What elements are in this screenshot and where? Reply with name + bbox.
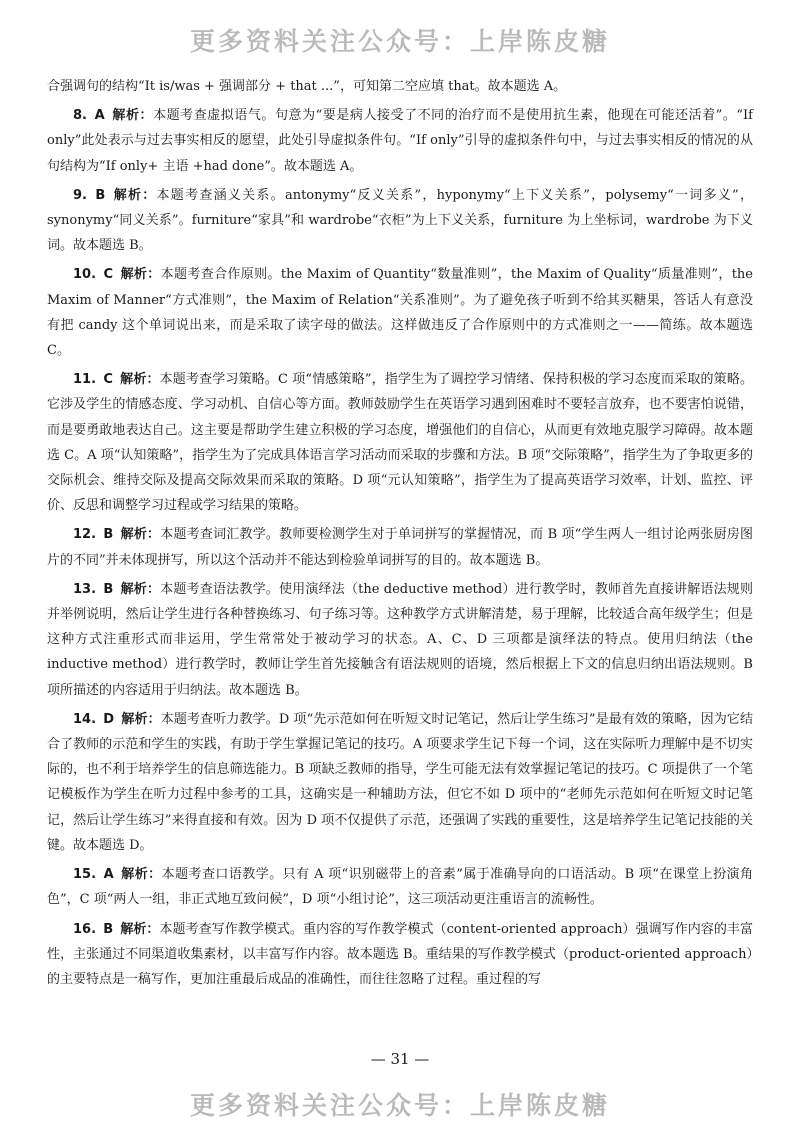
page-number: — 31 —: [370, 1050, 430, 1068]
explanation-item: [47, 103, 753, 179]
question-number: 14.: [73, 711, 97, 727]
question-number: 16.: [73, 921, 97, 937]
answer-letter: B: [103, 581, 114, 597]
answer-letter: B: [103, 921, 114, 937]
explanation-item: [47, 522, 753, 572]
question-number: 11.: [73, 372, 97, 388]
analysis-label: 解析：: [120, 527, 161, 543]
explanation-text: 本题考查口语教学。只有 A 项“识别磁带上的音素”属于准确导向的口语活动。B 项“在课堂上扮演角色”，C 项“两人一组，非正式地互致问候”，D 项“小组讨论”，这三项活动更注重语言的流畅性。: [47, 867, 753, 908]
analysis-label: 解析：: [120, 921, 160, 937]
answer-explanations: [47, 74, 753, 996]
analysis-label: 解析：: [120, 372, 160, 388]
explanation-item: [47, 862, 753, 912]
question-number: 15.: [73, 867, 97, 883]
answer-letter: A: [103, 867, 114, 883]
answer-letter: D: [103, 711, 115, 727]
explanation-item: [47, 707, 753, 858]
explanation-text: 本题考查听力教学。D 项“先示范如何在听短文时记笔记，然后让学生练习”是最有效的策略，因为它结合了教师的示范和学生的实践，有助于学生掌握记笔记的技巧。A 项要求学生记下每一个词，这在实际听力理解中是不切实际的，也不利于培养学生的信息筛选能力。B 项缺乏教师的指导，学生可能无法有效掌握记笔记的技巧。C 项提供了一个笔记模板作为学生在听力过程中参考的工具，这确实是一种辅助方法，但它不如 D 项中的“老师先示范如何在听短文时记笔记，然后让学生练习”来得直接和有效。因为 D 项不仅提供了示范，还强调了实践的重要性，这是培养学生记笔记技能的关键。故本题选 D。: [47, 711, 753, 853]
explanation-item: [47, 183, 753, 259]
explanation-text: 本题考查写作教学模式。重内容的写作教学模式（content-oriented approach）强调写作内容的丰富性，主张通过不同渠道收集素材，以丰富写作内容。故本题选 B。重结果的写作教学模式（product-oriented approach）的主要特点是一稿写作，更加注重最后成品的准确性，而往往忽略了过程。重过程的写: [47, 921, 753, 987]
explanation-text: 本题考查合作原则。the Maxim of Quantity“数量准则”，the Maxim of Quality“质量准则”，the Maxim of Manner“方式准则”，the Maxim of Relation“关系准则”。为了避免孩子听到不给其买糖果，答话人有意没有把 candy 这个单词说出来，而是采取了读字母的做法。这样做违反了合作原则中的方式准则之一——简练。故本题选 C。: [47, 267, 753, 359]
explanation-text: 本题考查涵义关系。antonymy“反义关系”，hyponymy“上下义关系”，polysemy“一词多义”，synonymy“同义关系”。furniture“家具”和 wardrobe“衣柜”为上下义关系，furniture 为上坐标词，wardrobe 为下义词。故本题选 B。: [47, 187, 753, 254]
explanation-item: [47, 262, 753, 363]
intro-paragraph: 合强调句的结构“It is/was + 强调部分 + that ...”，可知第二空应填 that。故本题选 A。: [47, 79, 567, 94]
analysis-label: 解析：: [120, 267, 161, 283]
question-number: 9.: [73, 187, 87, 203]
answer-letter: B: [103, 527, 114, 543]
analysis-label: 解析：: [121, 711, 161, 727]
watermark-top: 更多资料关注公众号：上岸陈皮糖: [189, 27, 610, 56]
analysis-label: 解析：: [120, 581, 161, 597]
question-number: 10.: [73, 267, 97, 283]
analysis-label: 解析：: [112, 108, 154, 124]
answer-letter: A: [94, 108, 105, 124]
answer-letter: B: [95, 187, 106, 203]
explanation-text: 本题考查词汇教学。教师要检测学生对于单词拼写的掌握情况，而 B 项“学生两人一组讨论两张厨房图片的不同”并未体现拼写，所以这个活动并不能达到检验单词拼写的目的。故本题选 B。: [47, 527, 753, 568]
analysis-label: 解析：: [113, 187, 157, 203]
explanation-item: [47, 577, 753, 703]
answer-letter: C: [103, 372, 113, 388]
watermark-bottom: 更多资料关注公众号：上岸陈皮糖: [189, 1091, 610, 1120]
explanation-text: 本题考查虚拟语气。句意为“要是病人接受了不同的治疗而不是使用抗生素，他现在可能还活着”。“If only”此处表示与过去事实相反的愿望，此处引导虚拟条件句。“If only”引导的虚拟条件句中，与过去事实相反的情况的从句结构为“If only+ 主语 +had done”。故本题选 A。: [47, 108, 753, 174]
question-number: 12.: [73, 527, 97, 543]
analysis-label: 解析：: [121, 867, 162, 883]
explanation-text: 本题考查学习策略。C 项“情感策略”，指学生为了调控学习情绪、保持积极的学习态度而采取的策略。它涉及学生的情感态度、学习动机、自信心等方面。教师鼓励学生在英语学习遇到困难时不要轻言放弃，也不要害怕说错，而是要勇敢地表达自己。这主要是帮助学生建立积极的学习态度，增强他们的自信心，从而更有效地克服学习障碍。故本题选 C。A 项“认知策略”，指学生为了完成具体语言学习活动而采取的步骤和方法。B 项“交际策略”，指学生为了争取更多的交际机会、维持交际及提高交际效果而采取的策略。D 项“元认知策略”，指学生为了提高英语学习效率，计划、监控、评价、反思和调整学习过程或学习结果的策略。: [47, 372, 753, 514]
answer-letter: C: [103, 267, 114, 283]
explanation-item: [47, 367, 753, 518]
explanation-list: [47, 103, 753, 992]
explanation-text: 本题考查语法教学。使用演绎法（the deductive method）进行教学时，教师首先直接讲解语法规则并举例说明，然后让学生进行各种替换练习、句子练习等。这种教学方式讲解清楚，易于理解，比较适合高年级学生；但是这种方式注重形式而非运用，学生常常处于被动学习的状态。A、C、D 三项都是演绎法的特点。使用归纳法（the inductive method）进行教学时，教师让学生首先接触含有语法规则的语境，然后根据上下文的信息归纳出语法规则。B 项所描述的内容适用于归纳法。故本题选 B。: [47, 581, 753, 698]
question-number: 8.: [73, 108, 87, 124]
explanation-item: [47, 917, 753, 993]
question-number: 13.: [73, 581, 97, 597]
